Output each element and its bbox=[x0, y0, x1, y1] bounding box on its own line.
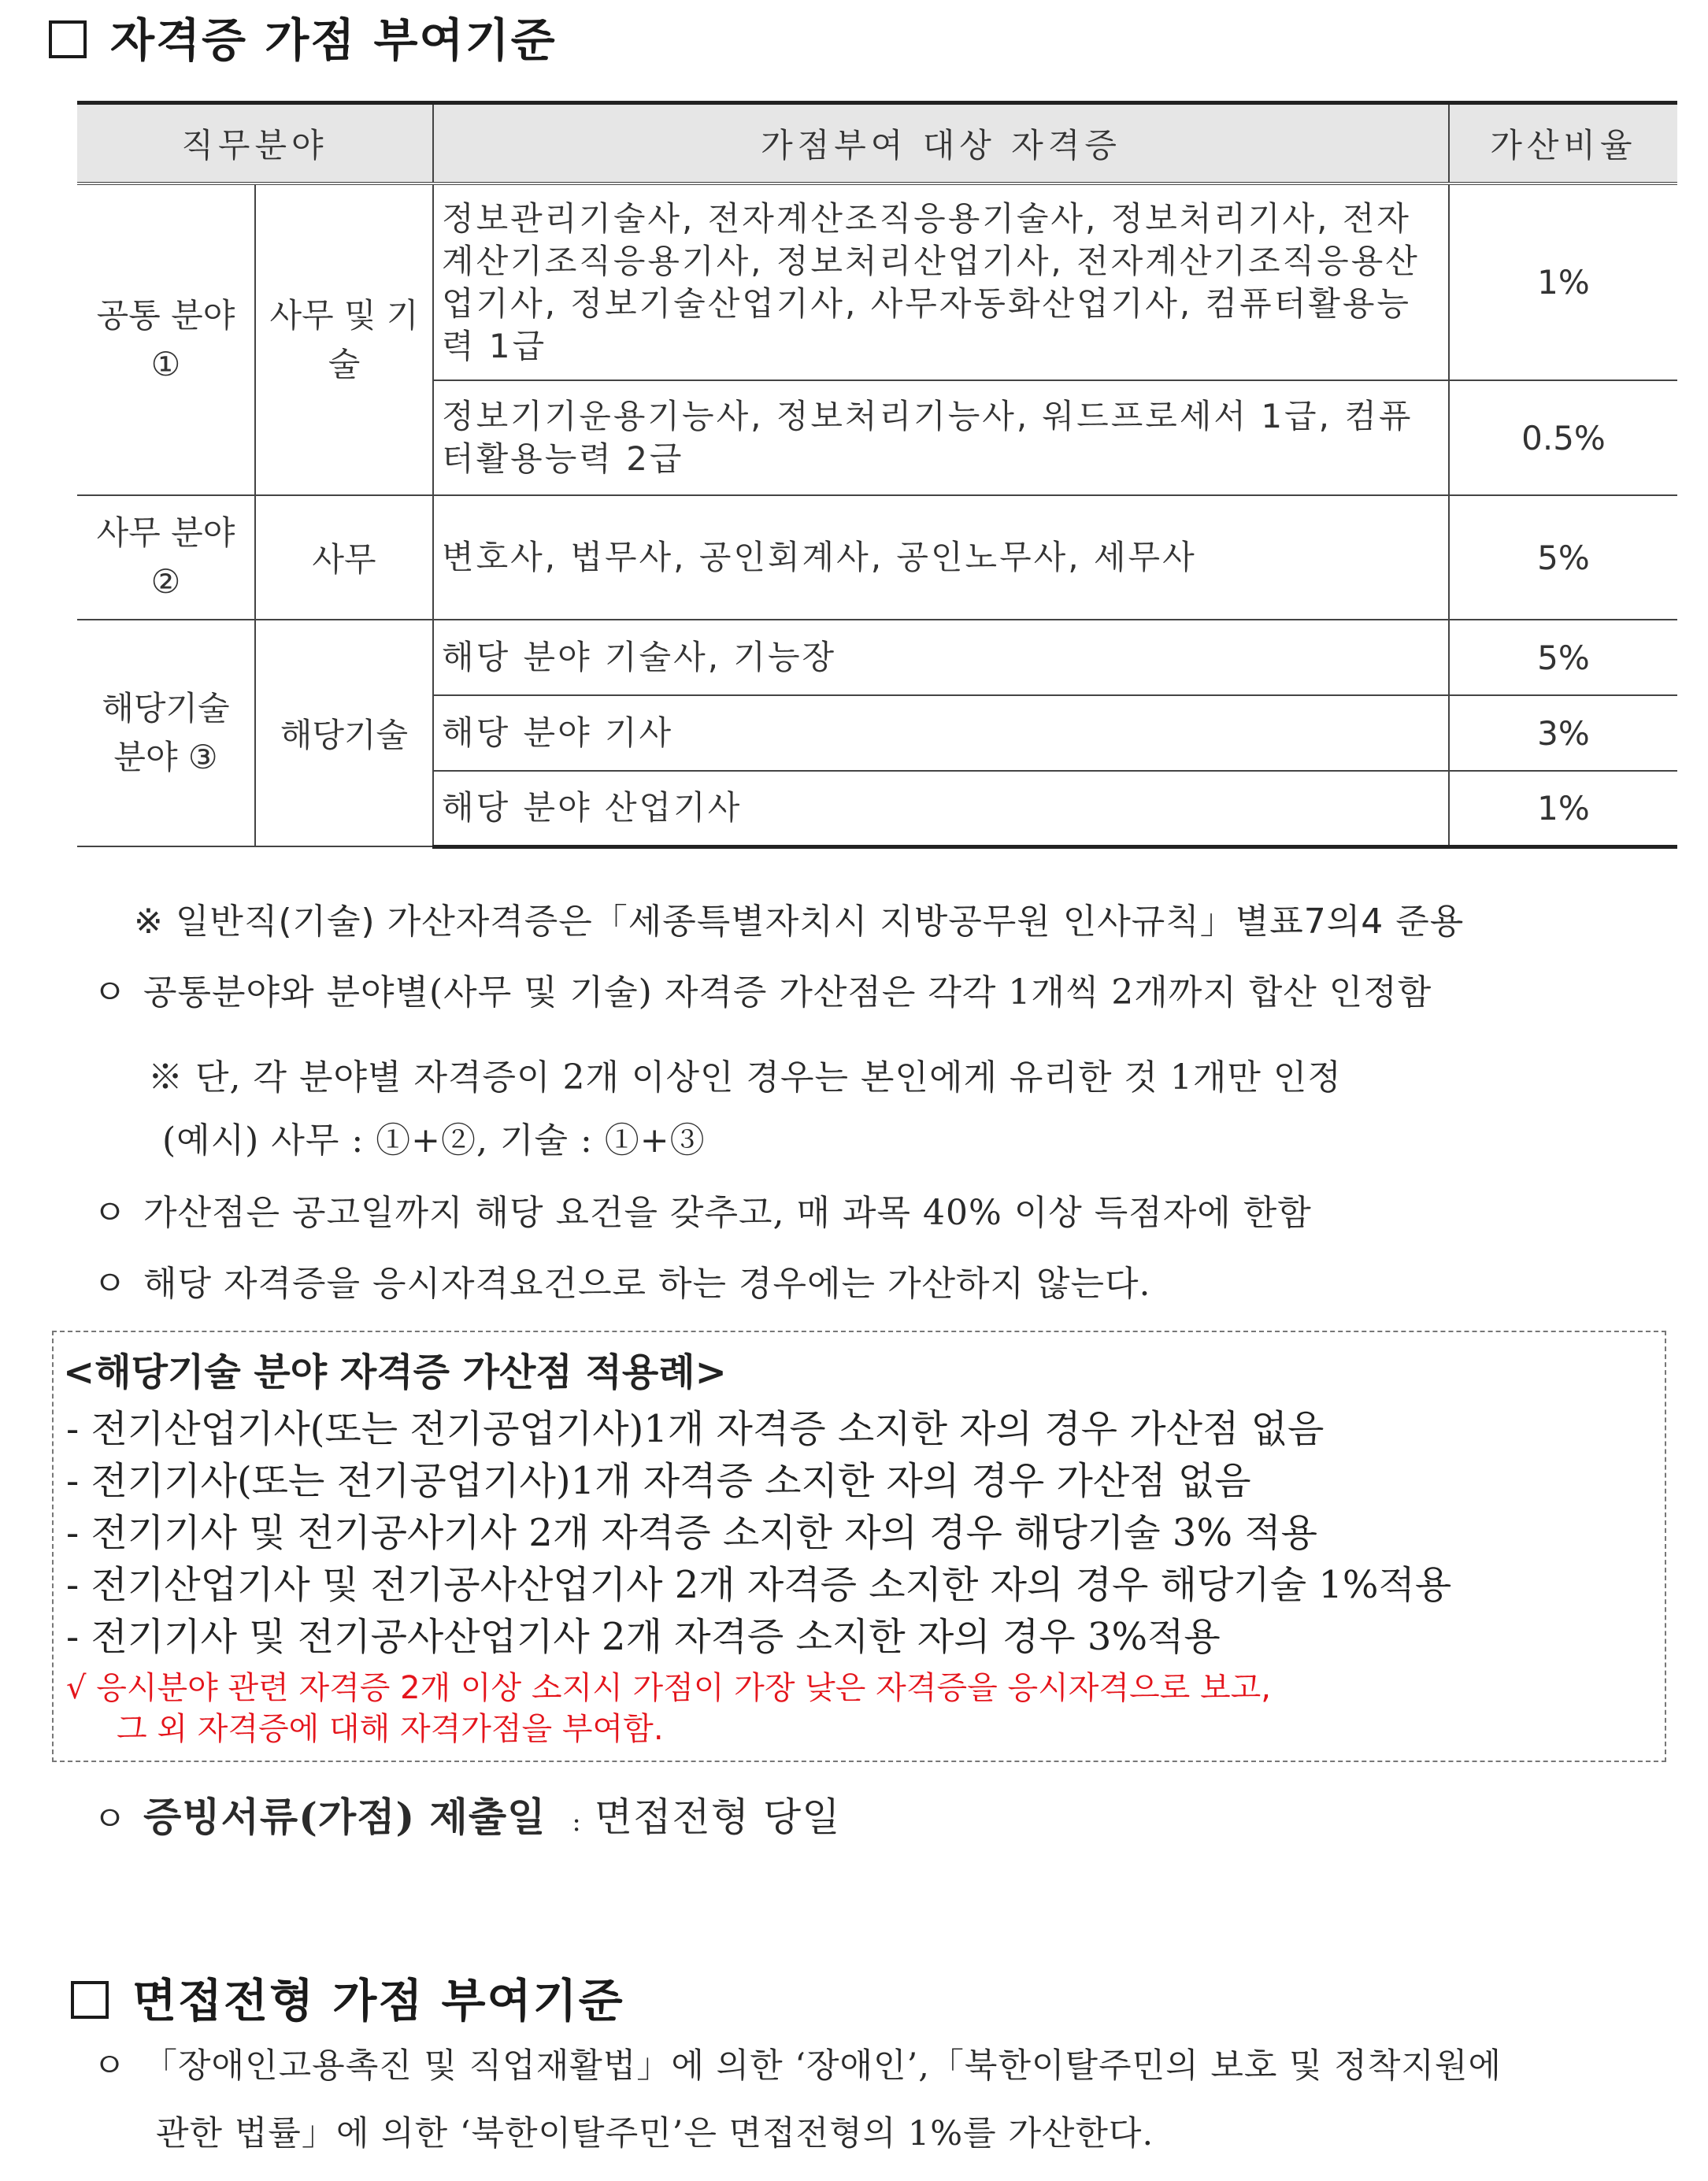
field-cell: 해당기술 분야 ③ bbox=[77, 620, 255, 846]
cert-cell: 정보관리기술사, 전자계산조직응용기술사, 정보처리기사, 전자계산기조직응용기사, 정보처리산업기사, 전자계산기조직응용산업기사, 정보기술산업기사, 사무자동화산업기사, 컴퓨터활용능력 1급 bbox=[433, 183, 1449, 380]
example-line: - 전기산업기사 및 전기공사산업기사 2개 자격증 소지한 자의 경우 해당기술 1%적용 bbox=[66, 1563, 1452, 1607]
header-certs: 가점부여 대상 자격증 bbox=[433, 103, 1449, 184]
note-item: ㅇ 해당 자격증을 응시자격요건으로 하는 경우에는 가산하지 않는다. bbox=[93, 1255, 1151, 1305]
section2-line: ㅇ 「장애인고용촉진 및 직업재활법」에 의한 ‘장애인’,「북한이탈주민의 보호 및 정착지원에 bbox=[93, 2039, 1502, 2087]
rate-cell: 1% bbox=[1449, 771, 1677, 846]
bullet-icon: ㅇ bbox=[93, 1799, 128, 1839]
sub-field-cell: 사무 bbox=[255, 495, 433, 620]
checkbox-square-icon bbox=[71, 1981, 109, 2019]
example-line: - 전기기사 및 전기공사산업기사 2개 자격증 소지한 자의 경우 3%적용 bbox=[66, 1615, 1221, 1659]
certificate-table bbox=[77, 101, 1677, 849]
example-line: - 전기기사(또는 전기공업기사)1개 자격증 소지한 자의 경우 가산점 없음 bbox=[66, 1459, 1251, 1503]
submission-sep: : bbox=[572, 1806, 582, 1838]
sub-field-cell: 사무 및 기술 bbox=[255, 183, 433, 495]
note-item: ㅇ 가산점은 공고일까지 해당 요건을 갖추고, 매 과목 40% 이상 득점자에 한함 bbox=[93, 1184, 1312, 1235]
submission-value: 면접전형 당일 bbox=[594, 1794, 841, 1840]
section2-title: 면접전형 가점 부여기준 bbox=[71, 1964, 624, 2030]
cert-cell: 정보기기운용기능사, 정보처리기능사, 워드프로세서 1급, 컴퓨터활용능력 2급 bbox=[433, 380, 1449, 495]
checkbox-square-icon bbox=[49, 20, 87, 58]
table-header-row bbox=[77, 103, 1677, 184]
bullet-icon: ㅇ bbox=[93, 2046, 127, 2086]
reference-note: ※ 일반직(기술) 가산자격증은「세종특별자치시 지방공무원 인사규칙」별표7의4 준용 bbox=[134, 902, 1465, 942]
bullet-icon: ㅇ bbox=[93, 1264, 128, 1304]
rate-cell: 5% bbox=[1449, 495, 1677, 620]
submission-date bbox=[93, 1786, 841, 1842]
header-rate: 가산비율 bbox=[1449, 103, 1677, 184]
note-example: (예시) 사무 : ①+②, 기술 : ①+③ bbox=[162, 1120, 706, 1161]
sub-field-cell: 해당기술 bbox=[255, 620, 433, 846]
cert-cell: 해당 분야 산업기사 bbox=[433, 771, 1449, 846]
rate-cell: 5% bbox=[1449, 620, 1677, 695]
field-cell: 사무 분야 ② bbox=[77, 495, 255, 620]
table-row bbox=[77, 495, 1677, 620]
example-note: 그 외 자격증에 대해 자격가점을 부여함. bbox=[117, 1711, 664, 1747]
submission-label: 증빙서류(가점) 제출일 bbox=[143, 1794, 546, 1840]
table-row bbox=[77, 183, 1677, 380]
example-line: - 전기기사 및 전기공사기사 2개 자격증 소지한 자의 경우 해당기술 3% 적용 bbox=[66, 1511, 1318, 1555]
note-sub: ※ 단, 각 분야별 자격증이 2개 이상인 경우는 본인에게 유리한 것 1개만 인정 bbox=[148, 1057, 1342, 1098]
rate-cell: 3% bbox=[1449, 695, 1677, 771]
bullet-icon: ㅇ bbox=[93, 972, 128, 1013]
rate-cell: 1% bbox=[1449, 183, 1677, 380]
example-title: <해당기술 분야 자격증 가산점 적용례> bbox=[63, 1350, 727, 1394]
cert-cell: 변호사, 법무사, 공인회계사, 공인노무사, 세무사 bbox=[433, 495, 1449, 620]
section1-title: 자격증 가점 부여기준 bbox=[49, 3, 557, 69]
field-cell: 공통 분야 ① bbox=[77, 183, 255, 495]
table-row bbox=[77, 620, 1677, 695]
rate-cell: 0.5% bbox=[1449, 380, 1677, 495]
note-item: ㅇ 공통분야와 분야별(사무 및 기술) 자격증 가산점은 각각 1개씩 2개까지 합산 인정함 bbox=[93, 964, 1432, 1014]
example-line: - 전기산업기사(또는 전기공업기사)1개 자격증 소지한 자의 경우 가산점 없음 bbox=[66, 1407, 1325, 1451]
example-note: √ 응시분야 관련 자격증 2개 이상 소지시 가점이 가장 낮은 자격증을 응시자격으로 보고, bbox=[66, 1670, 1271, 1706]
bullet-icon: ㅇ bbox=[93, 1193, 128, 1233]
cert-cell: 해당 분야 기술사, 기능장 bbox=[433, 620, 1449, 695]
header-field: 직무분야 bbox=[77, 103, 433, 184]
section2-line: 관한 법률」에 의한 ‘북한이탈주민’은 면접전형의 1%를 가산한다. bbox=[156, 2114, 1154, 2153]
cert-cell: 해당 분야 기사 bbox=[433, 695, 1449, 771]
